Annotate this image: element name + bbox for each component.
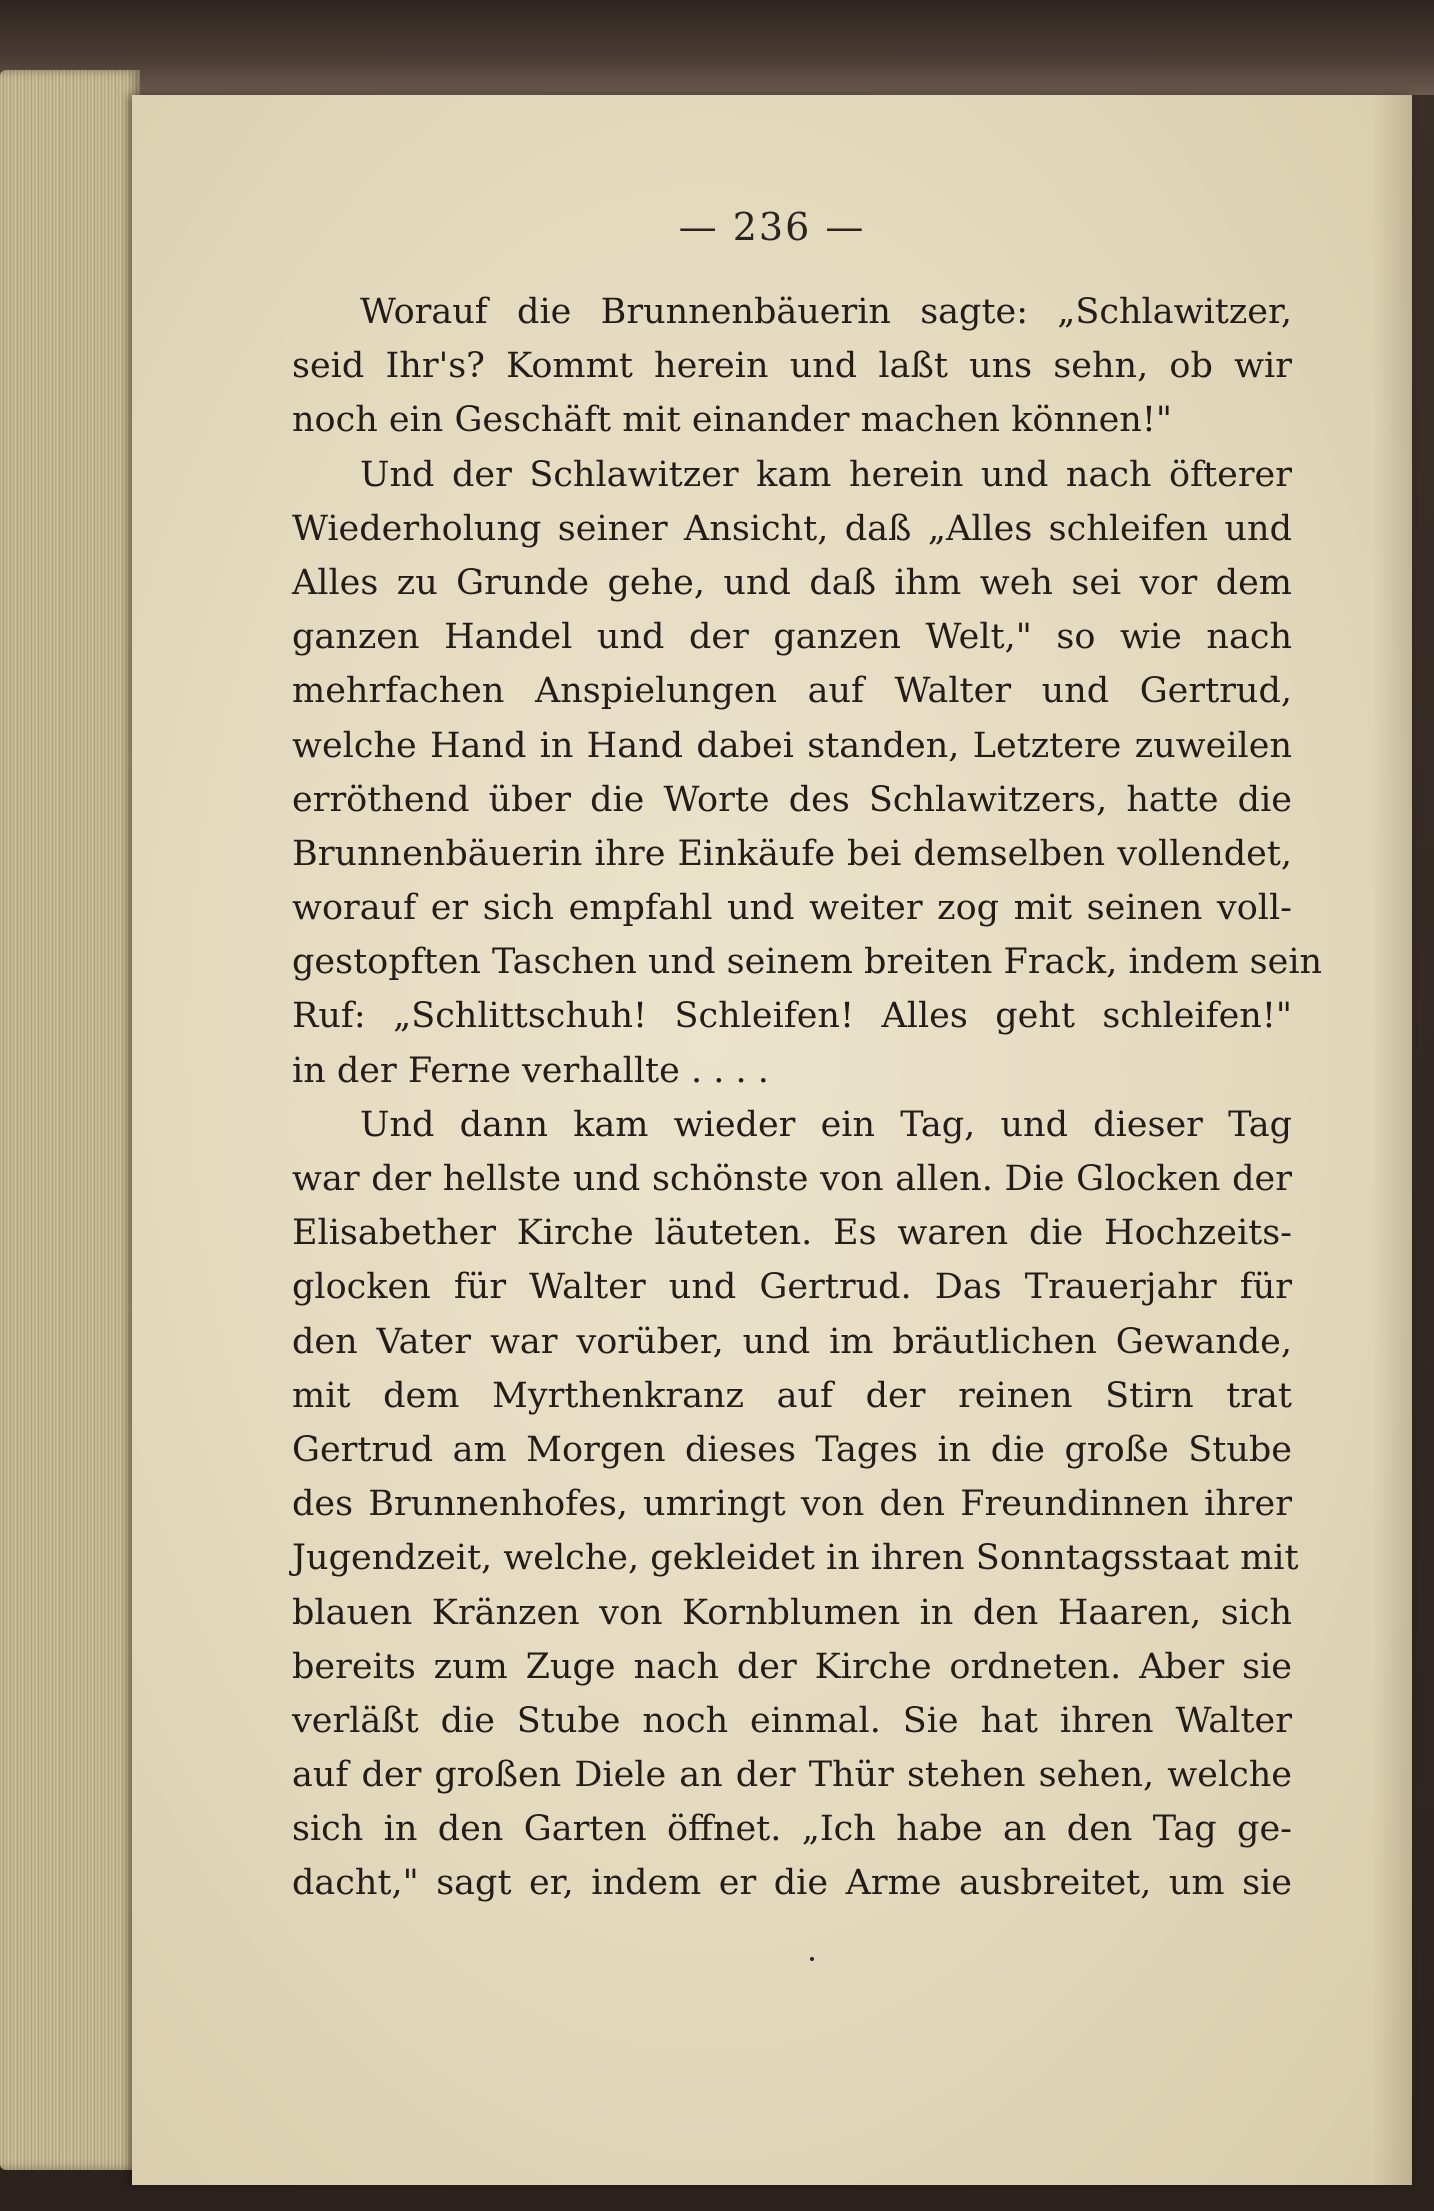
text-line: mit dem Myrthenkranz auf der reinen Stirn trat (292, 1375, 1292, 1416)
text-line: Wiederholung seiner Ansicht, daß „Alles schleifen und (292, 508, 1292, 549)
text-line: dacht," sagt er, indem er die Arme ausbreitet, um sie (292, 1863, 1292, 1904)
text-line: war der hellste und schönste von allen. Die Glocken der (292, 1159, 1292, 1199)
text-line: mehrfachen Anspielungen auf Walter und Gertrud, (292, 671, 1292, 712)
text-line: Elisabether Kirche läuteten. Es waren die Hochzeits- (292, 1213, 1292, 1254)
text-line: ganzen Handel und der ganzen Welt," so wie nach (292, 617, 1292, 658)
text-line: des Brunnenhofes, umringt von den Freundinnen ihrer (292, 1484, 1292, 1525)
book-page (132, 95, 1412, 2185)
text-line: Brunnenbäuerin ihre Einkäufe bei demselben vollendet, (292, 833, 1292, 874)
text-line: welche Hand in Hand dabei standen, Letztere zuweilen (292, 725, 1292, 766)
text-line: erröthend über die Worte des Schlawitzers, hatte die (292, 779, 1292, 820)
text-line: auf der großen Diele an der Thür stehen sehen, welche (292, 1755, 1292, 1796)
text-line: bereits zum Zuge nach der Kirche ordneten. Aber sie (292, 1646, 1292, 1687)
page-edges (0, 70, 140, 2170)
text-line: Jugendzeit, welche, gekleidet in ihren Sonntagsstaat mit (292, 1538, 1299, 1579)
text-line: verläßt die Stube noch einmal. Sie hat ihren Walter (292, 1700, 1292, 1741)
book-binding (0, 0, 1434, 95)
text-line: Gertrud am Morgen dieses Tages in die große Stube (292, 1429, 1292, 1470)
text-line: blauen Kränzen von Kornblumen in den Haaren, sich (292, 1592, 1292, 1633)
text-line: Alles zu Grunde gehe, und daß ihm weh sei vor dem (292, 562, 1292, 603)
text-line: Ruf: „Schlittschuh! Schleifen! Alles geht schleifen!" (292, 996, 1292, 1037)
page-body-text (292, 285, 1323, 1911)
text-line: in der Ferne verhallte . . . . (292, 1050, 769, 1091)
page-number: — 236 — (678, 205, 866, 249)
text-line: worauf er sich empfahl und weiter zog mit seinen voll- (292, 888, 1292, 929)
text-line: Und der Schlawitzer kam herein und nach öfterer (360, 454, 1292, 495)
text-line: den Vater war vorüber, und im bräutlichen Gewande, (292, 1321, 1292, 1362)
text-line: sich in den Garten öffnet. „Ich habe an den Tag ge- (292, 1809, 1292, 1850)
text-line: seid Ihr's? Kommt herein und laßt uns sehn, ob wir (292, 346, 1292, 387)
text-line: gestopften Taschen und seinem breiten Frack, indem sein (292, 942, 1323, 983)
ink-dot (810, 1957, 814, 1961)
text-line: glocken für Walter und Gertrud. Das Trauerjahr für (292, 1267, 1292, 1308)
text-line: Worauf die Brunnenbäuerin sagte: „Schlawitzer, (360, 292, 1292, 332)
text-line: Und dann kam wieder ein Tag, und dieser Tag (360, 1104, 1292, 1145)
text-line: noch ein Geschäft mit einander machen können!" (292, 400, 1173, 441)
